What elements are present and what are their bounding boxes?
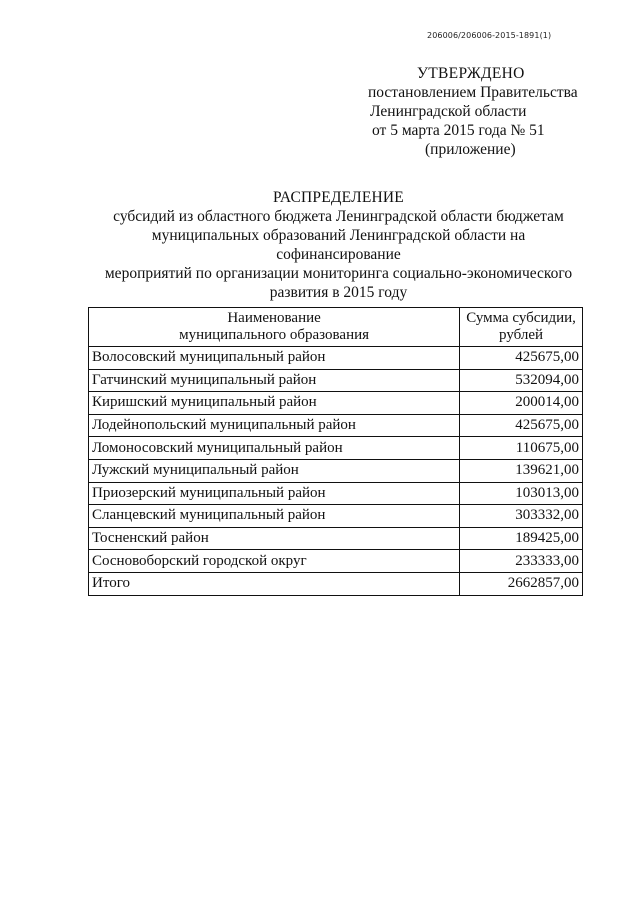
subsidy-table xyxy=(88,307,583,596)
municipality-name: Ломоносовский муниципальный район xyxy=(89,437,460,460)
table-total-row xyxy=(89,572,583,595)
table-row xyxy=(89,414,583,437)
document-id: 206006/206006-2015-1891(1) xyxy=(427,31,552,40)
total-amount: 2662857,00 xyxy=(460,572,583,595)
subsidy-amount: 103013,00 xyxy=(460,482,583,505)
table-row xyxy=(89,392,583,415)
table-row xyxy=(89,347,583,370)
subsidy-amount: 139621,00 xyxy=(460,459,583,482)
header-text: муниципального образования xyxy=(179,327,370,343)
municipality-name: Киришский муниципальный район xyxy=(89,392,460,415)
subsidy-amount: 303332,00 xyxy=(460,505,583,528)
municipality-name: Сосновоборский городской округ xyxy=(89,550,460,573)
municipality-name: Приозерский муниципальный район xyxy=(89,482,460,505)
table-row xyxy=(89,527,583,550)
subsidy-amount: 532094,00 xyxy=(460,369,583,392)
table-row xyxy=(89,459,583,482)
subsidy-amount: 425675,00 xyxy=(460,414,583,437)
municipality-name: Сланцевский муниципальный район xyxy=(89,505,460,528)
subsidy-amount: 200014,00 xyxy=(460,392,583,415)
approval-line: (приложение) xyxy=(425,141,516,158)
heading-line: развития в 2015 году xyxy=(269,284,408,301)
table-row xyxy=(89,550,583,573)
municipality-name: Волосовский муниципальный район xyxy=(89,347,460,370)
approval-stamp xyxy=(355,64,595,159)
approval-title: УТВЕРЖДЕНО xyxy=(417,65,525,82)
table-header-row xyxy=(89,308,583,347)
municipality-name: Тосненский район xyxy=(89,527,460,550)
header-text: Наименование xyxy=(227,310,321,326)
approval-line: постановлением Правительства xyxy=(368,84,578,101)
column-header-name xyxy=(89,308,460,347)
approval-line: Ленинградской области xyxy=(370,103,527,120)
heading-line: субсидий из областного бюджета Ленинградской области бюджетам xyxy=(113,208,564,225)
header-text: Сумма субсидии, xyxy=(466,310,576,326)
municipality-name: Гатчинский муниципальный район xyxy=(89,369,460,392)
column-header-sum xyxy=(460,308,583,347)
subsidy-amount: 233333,00 xyxy=(460,550,583,573)
table-row xyxy=(89,437,583,460)
heading-line: мероприятий по организации мониторинга социально-экономического xyxy=(104,265,573,282)
heading-title: РАСПРЕДЕЛЕНИЕ xyxy=(273,189,404,206)
table-row xyxy=(89,505,583,528)
subsidy-amount: 189425,00 xyxy=(460,527,583,550)
total-label: Итого xyxy=(89,572,460,595)
document-heading xyxy=(90,188,587,302)
approval-line: от 5 марта 2015 года № 51 xyxy=(372,122,545,139)
table-row xyxy=(89,369,583,392)
municipality-name: Лужский муниципальный район xyxy=(89,459,460,482)
heading-line: муниципальных образований Ленинградской области на софинансирование xyxy=(151,227,526,263)
municipality-name: Лодейнопольский муниципальный район xyxy=(89,414,460,437)
table-row xyxy=(89,482,583,505)
header-text: рублей xyxy=(499,327,544,343)
subsidy-amount: 110675,00 xyxy=(460,437,583,460)
subsidy-amount: 425675,00 xyxy=(460,347,583,370)
